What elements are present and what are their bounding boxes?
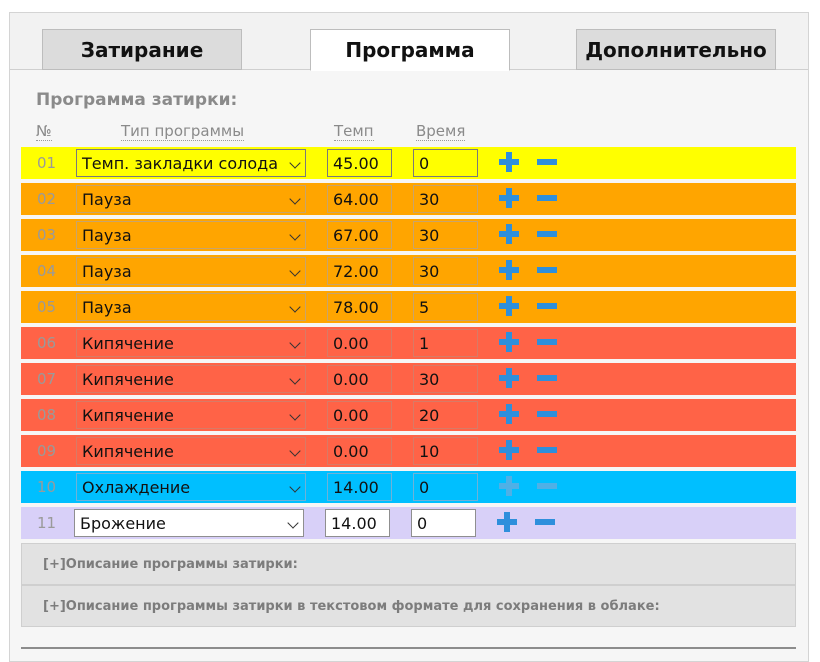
row-number: 09	[37, 442, 57, 460]
temp-input[interactable]: 72.00	[327, 257, 392, 285]
row-number: 07	[37, 370, 57, 388]
temp-input[interactable]: 0.00	[327, 329, 392, 357]
program-type-value: Кипячение	[82, 369, 174, 389]
program-type-value: Пауза	[82, 225, 132, 245]
add-row-icon[interactable]	[499, 332, 519, 352]
program-type-value: Пауза	[82, 189, 132, 209]
column-header-num: №	[36, 122, 52, 140]
table-row	[21, 435, 796, 467]
time-input[interactable]: 30	[413, 185, 478, 213]
program-description-toggle[interactable]: [+]Описание программы затирки:	[21, 543, 796, 585]
program-type-value: Кипячение	[82, 333, 174, 353]
program-type-value: Кипячение	[82, 405, 174, 425]
tab-additional[interactable]: Дополнительно	[576, 29, 776, 70]
time-input[interactable]: 30	[413, 257, 478, 285]
time-input[interactable]: 30	[413, 365, 478, 393]
temp-input[interactable]: 14.00	[327, 473, 392, 501]
row-number: 04	[37, 262, 57, 280]
program-type-select[interactable]	[76, 221, 306, 249]
program-type-value: Брожение	[80, 513, 166, 533]
temp-input[interactable]: 0.00	[327, 401, 392, 429]
program-type-value: Темп. закладки солода	[82, 153, 279, 173]
add-row-icon[interactable]	[499, 188, 519, 208]
tab-mashing[interactable]: Затирание	[42, 29, 242, 70]
temp-input[interactable]: 0.00	[327, 365, 392, 393]
column-header-type: Тип программы	[121, 122, 245, 140]
temp-input[interactable]: 64.00	[327, 185, 392, 213]
add-row-icon[interactable]	[499, 224, 519, 244]
remove-row-icon[interactable]	[537, 375, 557, 381]
row-number: 10	[37, 478, 57, 496]
remove-row-icon[interactable]	[537, 339, 557, 345]
table-row	[21, 471, 796, 503]
table-row	[21, 183, 796, 215]
tab-bar	[10, 13, 808, 70]
table-row	[21, 399, 796, 431]
chevron-down-icon	[289, 481, 300, 492]
program-type-select[interactable]	[76, 149, 306, 177]
row-number: 06	[37, 334, 57, 352]
row-number: 02	[37, 190, 57, 208]
remove-row-icon[interactable]	[537, 195, 557, 201]
chevron-down-icon	[289, 265, 300, 276]
row-number: 01	[37, 154, 57, 172]
divider	[21, 647, 796, 649]
column-header-temp: Темп	[334, 122, 374, 140]
add-row-icon[interactable]	[499, 404, 519, 424]
temp-input[interactable]: 67.00	[327, 221, 392, 249]
add-row-icon[interactable]	[499, 368, 519, 388]
chevron-down-icon	[289, 193, 300, 204]
time-input[interactable]: 30	[413, 221, 478, 249]
program-type-select[interactable]	[76, 257, 306, 285]
program-panel	[9, 12, 809, 662]
row-number: 08	[37, 406, 57, 424]
column-header-time: Время	[416, 122, 466, 140]
add-row-icon[interactable]	[497, 512, 517, 532]
remove-row-icon[interactable]	[537, 159, 557, 165]
program-type-value: Пауза	[82, 297, 132, 317]
remove-row-icon[interactable]	[537, 267, 557, 273]
chevron-down-icon	[289, 301, 300, 312]
table-row	[21, 363, 796, 395]
chevron-down-icon	[289, 373, 300, 384]
remove-row-icon[interactable]	[535, 519, 555, 525]
program-type-select[interactable]	[76, 437, 306, 465]
temp-input[interactable]: 0.00	[327, 437, 392, 465]
program-type-select[interactable]	[76, 329, 306, 357]
remove-row-icon[interactable]	[537, 447, 557, 453]
remove-row-icon[interactable]	[537, 483, 557, 489]
chevron-down-icon	[289, 409, 300, 420]
program-type-value: Кипячение	[82, 441, 174, 461]
temp-input[interactable]: 45.00	[327, 149, 392, 177]
add-row-icon[interactable]	[499, 296, 519, 316]
row-number: 03	[37, 226, 57, 244]
add-row-icon[interactable]	[499, 260, 519, 280]
program-text-description-toggle[interactable]: [+]Описание программы затирки в текстовом формате для сохранения в облаке:	[21, 585, 796, 627]
chevron-down-icon	[289, 157, 300, 168]
row-number: 11	[37, 514, 57, 532]
program-type-select[interactable]	[76, 293, 306, 321]
program-type-select[interactable]	[76, 185, 306, 213]
table-row	[21, 255, 796, 287]
row-number: 05	[37, 298, 57, 316]
program-type-select[interactable]	[76, 473, 306, 501]
program-type-select[interactable]	[76, 365, 306, 393]
time-input[interactable]: 0	[413, 473, 478, 501]
section-title: Программа затирки:	[36, 90, 238, 110]
chevron-down-icon	[289, 229, 300, 240]
tab-program[interactable]: Программа	[310, 29, 510, 71]
program-type-value: Охлаждение	[82, 477, 191, 497]
program-type-value: Пауза	[82, 261, 132, 281]
program-type-select[interactable]	[76, 401, 306, 429]
temp-input[interactable]: 78.00	[327, 293, 392, 321]
table-row	[21, 327, 796, 359]
add-row-icon[interactable]	[499, 476, 519, 496]
remove-row-icon[interactable]	[537, 411, 557, 417]
program-type-select[interactable]	[74, 509, 304, 537]
table-row	[21, 147, 796, 179]
table-row	[21, 291, 796, 323]
add-row-icon[interactable]	[499, 152, 519, 172]
remove-row-icon[interactable]	[537, 303, 557, 309]
add-row-icon[interactable]	[499, 440, 519, 460]
chevron-down-icon	[289, 337, 300, 348]
chevron-down-icon	[287, 517, 298, 528]
time-input[interactable]: 0	[413, 149, 478, 177]
time-input[interactable]: 0	[411, 509, 476, 537]
temp-input[interactable]: 14.00	[325, 509, 390, 537]
time-input[interactable]: 20	[413, 401, 478, 429]
remove-row-icon[interactable]	[537, 231, 557, 237]
time-input[interactable]: 5	[413, 293, 478, 321]
table-row	[21, 219, 796, 251]
time-input[interactable]: 1	[413, 329, 478, 357]
table-row	[21, 507, 796, 539]
chevron-down-icon	[289, 445, 300, 456]
time-input[interactable]: 10	[413, 437, 478, 465]
